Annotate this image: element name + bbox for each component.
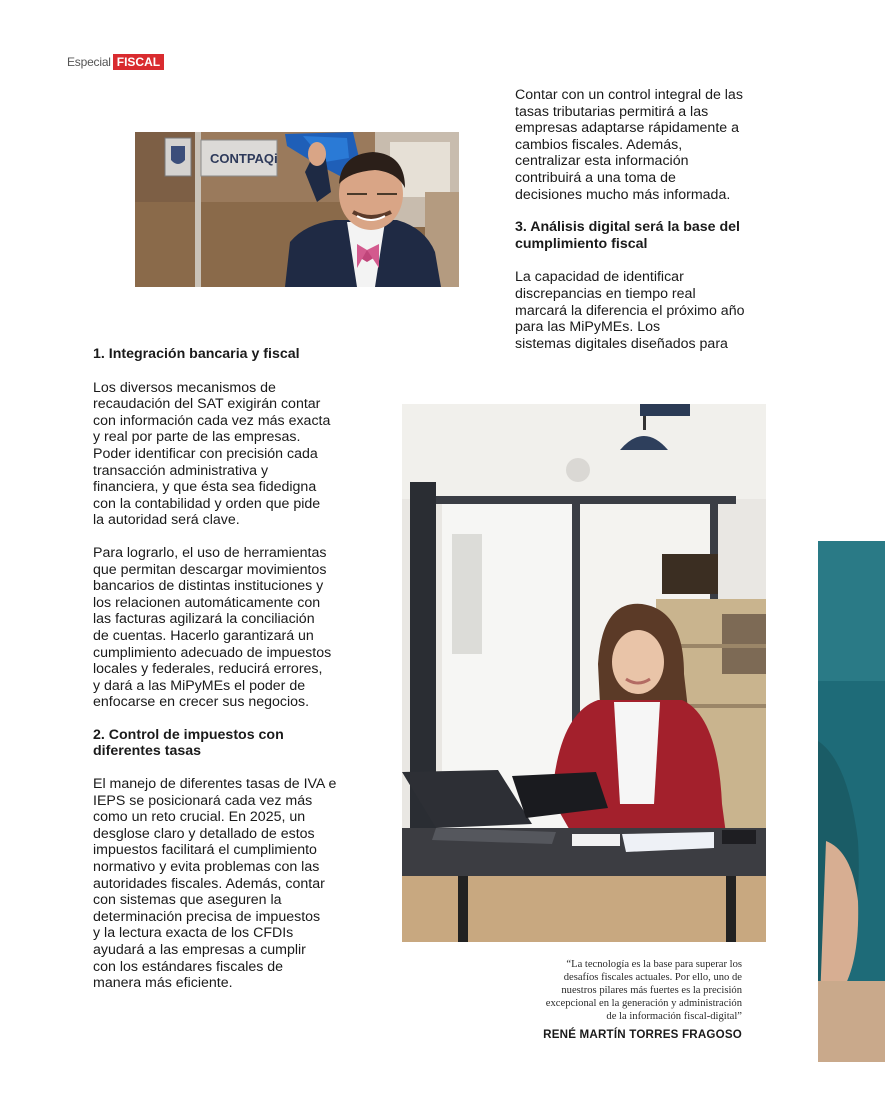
sign-text: CONTPAQi: [210, 151, 278, 166]
section-1-paragraph-1: Los diversos mecanismos de recaudación del SAT exigirán contar con información cada vez más exacta y real por parte de las empresas. Poder identificar con precisión cada transacción administrativa y financiera, y que ésta sea fidedigna con la contabilidad y orden que pide la autoridad será clave.: [93, 379, 331, 529]
section-2-paragraph: El manejo de diferentes tasas de IVA e IEPS se posicionará cada vez más como un reto crucial. En 2025, un desglose claro y detallado de estos impuestos facilitará el cumplimiento normativo y evita problemas con las autoridades fiscales. Además, contar con sistemas que aseguren la determinación precisa de impuestos y la lectura exacta de los CFDIs ayudará a las empresas a cumplir con los estándares fiscales de manera más eficiente.: [93, 776, 337, 992]
section-3-paragraph: La capacidad de identificar discrepancias en tiempo real marcará la diferencia el próximo año para las MiPyMEs. Los sistemas digitales diseñados para: [515, 269, 745, 352]
section-1-paragraph-2: Para lograrlo, el uso de herramientas que permitan descargar movimientos bancarios de distintas instituciones y los relacionen automáticamente con las facturas agilizará la conciliación de cuentas. Hacerlo garantizará un cumplimiento adecuado de impuestos locales y federales, reducirá errores, y dará a las MiPyMEs el poder de enfocarse en crecer sus negocios.: [93, 544, 332, 711]
section-tag: FISCAL: [113, 54, 164, 70]
left-column: [93, 346, 348, 992]
section-2-heading: 2. Control de impuestos con diferentes tasas: [93, 726, 284, 760]
quote-author: RENÉ MARTÍN TORRES FRAGOSO: [543, 1028, 742, 1041]
right-column-top: [515, 87, 765, 352]
photo-businesswoman-desk: [402, 404, 766, 942]
section-header: [67, 54, 164, 70]
section-label: Especial: [67, 55, 111, 69]
photo-edge-cropped: [818, 541, 885, 1062]
section-3-heading: 3. Análisis digital será la base del cumplimiento fiscal: [515, 219, 740, 252]
intro-paragraph: Contar con un control integral de las tasas tributarias permitirá a las empresas adaptarse rápidamente a cambios fiscales. Además, centralizar esta información contribuirá a una toma de decisiones mucho más informada.: [515, 87, 743, 203]
section-1-heading: 1. Integración bancaria y fiscal: [93, 346, 300, 362]
pull-quote: “La tecnología es la base para superar los desafíos fiscales actuales. Por ello, uno de nuestros pilares más fuertes es la precisión excepcional en la generación y administración de la información fiscal-digital”: [545, 959, 742, 1022]
photo-contpaqi-executive: [135, 132, 459, 287]
